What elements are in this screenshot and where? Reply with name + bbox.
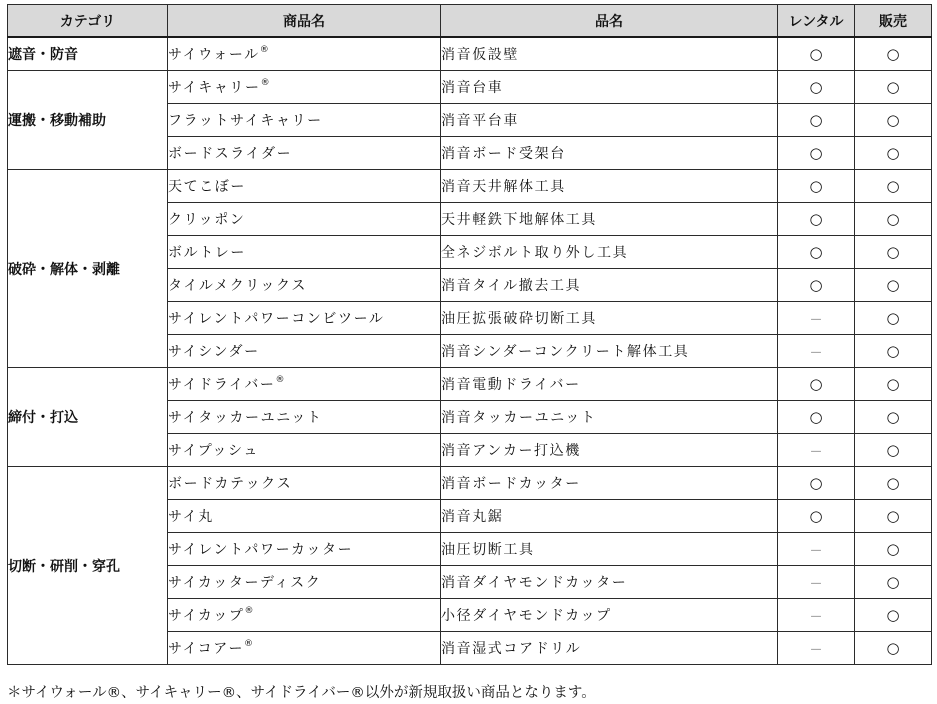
product-name: フラットサイキャリー (168, 113, 323, 129)
available-mark: ○ (886, 243, 900, 261)
category-cell: 遮音・防音 (8, 37, 168, 71)
unavailable-mark: － (809, 312, 823, 328)
sale-availability-cell (855, 599, 932, 632)
available-mark: ○ (886, 441, 900, 459)
product-name: ボルトレー (168, 245, 246, 261)
available-mark: ○ (886, 111, 900, 129)
item-name-cell: 消音タイル撤去工具 (441, 269, 778, 302)
rental-availability-cell (778, 170, 855, 203)
available-mark: ○ (809, 177, 823, 195)
product-name: サイレントパワーカッター (168, 542, 354, 558)
available-mark: ○ (886, 342, 900, 360)
unavailable-mark: － (809, 609, 823, 625)
product-name: サイカップ (168, 608, 245, 624)
product-table (7, 4, 932, 665)
rental-availability-cell (778, 236, 855, 269)
sale-availability-cell (855, 368, 932, 401)
category-cell: 運搬・移動補助 (8, 71, 168, 170)
rental-availability-cell (778, 203, 855, 236)
product-name: サイキャリー (168, 80, 261, 96)
sale-availability-cell (855, 500, 932, 533)
sale-availability-cell (855, 632, 932, 665)
item-name-cell: 消音タッカーユニット (441, 401, 778, 434)
available-mark: ○ (809, 144, 823, 162)
sale-availability-cell (855, 434, 932, 467)
item-name-cell: 小径ダイヤモンドカップ (441, 599, 778, 632)
product-name: サイウォール (168, 47, 260, 63)
item-name-cell: 油圧切断工具 (441, 533, 778, 566)
unavailable-mark: － (809, 543, 823, 559)
product-name-cell (168, 302, 441, 335)
available-mark: ○ (809, 45, 823, 63)
product-name-cell (168, 137, 441, 170)
product-name-cell (168, 401, 441, 434)
table-row (8, 37, 932, 71)
registered-mark: ® (244, 606, 254, 616)
product-name-cell (168, 71, 441, 104)
rental-availability-cell (778, 599, 855, 632)
header-item-name: 品名 (441, 5, 778, 38)
registered-mark: ® (275, 375, 285, 385)
item-name-cell: 消音台車 (441, 71, 778, 104)
item-name-cell: 天井軽鉄下地解体工具 (441, 203, 778, 236)
item-name-cell: 消音電動ドライバー (441, 368, 778, 401)
table-row (8, 368, 932, 401)
unavailable-mark: － (809, 345, 823, 361)
product-name: サイシンダー (168, 344, 260, 360)
product-name: サイタッカーユニット (168, 410, 323, 426)
table-body (8, 37, 932, 665)
product-name-cell (168, 170, 441, 203)
available-mark: ○ (809, 474, 823, 492)
product-name-cell (168, 203, 441, 236)
item-name-cell: 消音天井解体工具 (441, 170, 778, 203)
rental-availability-cell (778, 302, 855, 335)
category-cell: 破砕・解体・剥離 (8, 170, 168, 368)
product-name: サイカッターディスク (168, 575, 322, 591)
product-name-cell (168, 632, 441, 665)
rental-availability-cell (778, 500, 855, 533)
product-name: クリッポン (168, 212, 246, 228)
product-name-cell (168, 37, 441, 71)
table-row (8, 467, 932, 500)
product-name-cell (168, 467, 441, 500)
sale-availability-cell (855, 37, 932, 71)
item-name-cell: 消音シンダーコンクリート解体工具 (441, 335, 778, 368)
rental-availability-cell (778, 632, 855, 665)
sale-availability-cell (855, 467, 932, 500)
product-name: サイコアー (168, 641, 245, 657)
sale-availability-cell (855, 401, 932, 434)
item-name-cell: 消音ダイヤモンドカッター (441, 566, 778, 599)
rental-availability-cell (778, 434, 855, 467)
registered-mark: ® (244, 639, 254, 649)
available-mark: ○ (886, 144, 900, 162)
available-mark: ○ (809, 408, 823, 426)
rental-availability-cell (778, 269, 855, 302)
header-sale: 販売 (855, 5, 932, 38)
rental-availability-cell (778, 533, 855, 566)
available-mark: ○ (886, 375, 900, 393)
sale-availability-cell (855, 269, 932, 302)
rental-availability-cell (778, 368, 855, 401)
sale-availability-cell (855, 302, 932, 335)
available-mark: ○ (886, 474, 900, 492)
available-mark: ○ (886, 210, 900, 228)
product-name-cell (168, 368, 441, 401)
available-mark: ○ (809, 78, 823, 96)
available-mark: ○ (886, 507, 900, 525)
available-mark: ○ (886, 309, 900, 327)
header-category: カテゴリ (8, 5, 168, 38)
unavailable-mark: － (809, 444, 823, 460)
product-name: サイプッシュ (168, 443, 259, 459)
footnote: ＊サイウォール®、サイキャリー®、サイドライバー®以外が新規取扱い商品となります。 (7, 685, 596, 701)
product-name: サイドライバー (168, 377, 276, 393)
available-mark: ○ (809, 111, 823, 129)
sale-availability-cell (855, 566, 932, 599)
available-mark: ○ (886, 45, 900, 63)
registered-mark: ® (259, 45, 269, 55)
product-name-cell (168, 104, 441, 137)
product-name-cell (168, 500, 441, 533)
item-name-cell: 消音仮設壁 (441, 37, 778, 71)
rental-availability-cell (778, 137, 855, 170)
category-cell: 切断・研削・穿孔 (8, 467, 168, 665)
product-name: 天てこぼー (168, 179, 246, 195)
item-name-cell: 消音ボード受架台 (441, 137, 778, 170)
available-mark: ○ (886, 276, 900, 294)
product-name: ボードカテックス (168, 476, 293, 492)
sale-availability-cell (855, 137, 932, 170)
registered-mark: ® (260, 78, 270, 88)
available-mark: ○ (886, 408, 900, 426)
table-row (8, 71, 932, 104)
product-name-cell (168, 236, 441, 269)
product-name: ボードスライダー (168, 146, 293, 162)
product-name-cell (168, 269, 441, 302)
rental-availability-cell (778, 37, 855, 71)
product-name: サイ丸 (168, 509, 214, 525)
item-name-cell: 消音湿式コアドリル (441, 632, 778, 665)
available-mark: ○ (886, 540, 900, 558)
rental-availability-cell (778, 566, 855, 599)
available-mark: ○ (809, 210, 823, 228)
rental-availability-cell (778, 335, 855, 368)
category-cell: 締付・打込 (8, 368, 168, 467)
item-name-cell: 油圧拡張破砕切断工具 (441, 302, 778, 335)
product-name-cell (168, 335, 441, 368)
available-mark: ○ (886, 606, 900, 624)
product-name-cell (168, 566, 441, 599)
table-row (8, 170, 932, 203)
sale-availability-cell (855, 104, 932, 137)
available-mark: ○ (809, 507, 823, 525)
rental-availability-cell (778, 71, 855, 104)
sale-availability-cell (855, 71, 932, 104)
unavailable-mark: － (809, 642, 823, 658)
available-mark: ○ (809, 276, 823, 294)
unavailable-mark: － (809, 576, 823, 592)
available-mark: ○ (809, 243, 823, 261)
header-product-name: 商品名 (168, 5, 441, 38)
sale-availability-cell (855, 335, 932, 368)
product-name: サイレントパワーコンビツール (168, 311, 385, 327)
sale-availability-cell (855, 236, 932, 269)
item-name-cell: 消音アンカー打込機 (441, 434, 778, 467)
item-name-cell: 消音丸鋸 (441, 500, 778, 533)
item-name-cell: 消音平台車 (441, 104, 778, 137)
header-rental: レンタル (778, 5, 855, 38)
item-name-cell: 全ネジボルト取り外し工具 (441, 236, 778, 269)
rental-availability-cell (778, 104, 855, 137)
item-name-cell: 消音ボードカッター (441, 467, 778, 500)
product-name: タイルメクリックス (168, 278, 307, 294)
product-name-cell (168, 533, 441, 566)
sale-availability-cell (855, 170, 932, 203)
available-mark: ○ (809, 375, 823, 393)
available-mark: ○ (886, 639, 900, 657)
product-name-cell (168, 434, 441, 467)
sale-availability-cell (855, 533, 932, 566)
rental-availability-cell (778, 467, 855, 500)
header-row (8, 5, 932, 38)
rental-availability-cell (778, 401, 855, 434)
sale-availability-cell (855, 203, 932, 236)
product-name-cell (168, 599, 441, 632)
available-mark: ○ (886, 573, 900, 591)
available-mark: ○ (886, 78, 900, 96)
available-mark: ○ (886, 177, 900, 195)
